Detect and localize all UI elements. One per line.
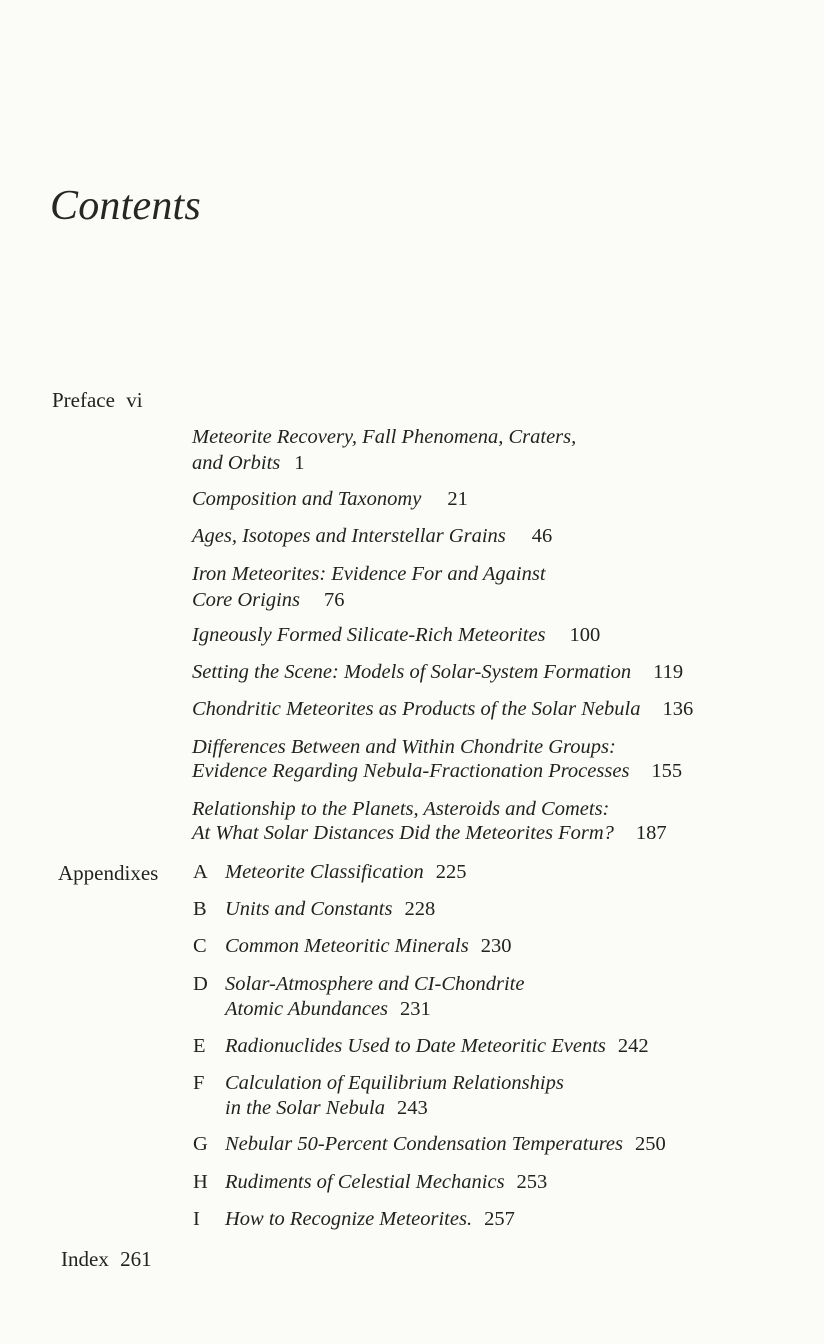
chapter-title: Meteorite Recovery, Fall Phenomena, Craters,	[192, 426, 577, 448]
appendix-letter: G	[193, 1133, 208, 1155]
appendix-page: 257	[484, 1208, 515, 1230]
appendix-title: Nebular 50-Percent Condensation Temperatures 250	[225, 1133, 666, 1155]
appendix-letter: C	[193, 935, 207, 957]
appendix-title: Radionuclides Used to Date Meteoritic Events 242	[225, 1035, 649, 1057]
appendix-page: 242	[617, 1035, 649, 1057]
chapter-title-cont: At What Solar Distances Did the Meteorites Form? 187	[192, 822, 667, 844]
appendixes-label: Appendixes	[58, 861, 159, 885]
appendix-page: 250	[635, 1133, 666, 1155]
chapter-page: 136	[662, 698, 694, 720]
appendix-letter: B	[193, 898, 207, 920]
appendix-title: Calculation of Equilibrium Relationships	[225, 1072, 564, 1094]
chapter-title: Differences Between and Within Chondrite Groups:	[192, 736, 616, 758]
index-label: Index	[61, 1247, 109, 1271]
chapter-page: 155	[651, 760, 683, 782]
appendix-page: 243	[397, 1097, 428, 1119]
appendix-title-cont: Atomic Abundances 231	[225, 998, 431, 1020]
appendix-page: 225	[435, 861, 467, 883]
chapter-page: 100	[569, 624, 601, 646]
chapter-title: Ages, Isotopes and Interstellar Grains 46	[192, 525, 553, 547]
appendix-title: Common Meteoritic Minerals 230	[225, 935, 512, 957]
chapter-title: Igneously Formed Silicate-Rich Meteorites 100	[192, 624, 601, 646]
appendix-page: 228	[404, 898, 436, 920]
chapter-title: Setting the Scene: Models of Solar-System Formation 119	[192, 661, 684, 683]
chapter-page: 76	[324, 589, 345, 611]
chapter-page: 119	[653, 661, 684, 683]
appendix-letter: D	[193, 973, 208, 995]
chapter-title: Composition and Taxonomy 21	[192, 488, 468, 510]
appendix-title-cont: in the Solar Nebula 243	[225, 1097, 428, 1119]
appendix-title: Rudiments of Celestial Mechanics 253	[225, 1171, 548, 1193]
appendix-title: Units and Constants 228	[225, 898, 436, 920]
appendix-title: Solar-Atmosphere and CI-Chondrite	[225, 973, 525, 995]
chapter-title: Relationship to the Planets, Asteroids and Comets:	[192, 798, 610, 820]
appendix-letter: I	[193, 1208, 200, 1230]
appendix-title: Meteorite Classification 225	[225, 861, 467, 883]
appendix-letter: H	[193, 1171, 208, 1193]
page-title: Contents	[50, 183, 201, 229]
chapter-title: Chondritic Meteorites as Products of the Solar Nebula 136	[192, 698, 694, 720]
appendix-title: How to Recognize Meteorites. 257	[225, 1208, 515, 1230]
chapter-page: 187	[635, 822, 667, 844]
chapter-page: 21	[447, 488, 468, 510]
chapter-title-cont: and Orbits 1	[192, 452, 305, 474]
chapter-title-cont: Evidence Regarding Nebula-Fractionation Processes 155	[192, 760, 683, 782]
appendix-letter: E	[193, 1035, 206, 1057]
chapter-page: 46	[531, 525, 553, 547]
preface-label: Preface	[52, 388, 115, 412]
preface-entry	[52, 388, 143, 413]
chapter-title: Iron Meteorites: Evidence For and Against	[192, 563, 546, 585]
appendix-page: 231	[400, 998, 431, 1020]
index-page: 261	[120, 1247, 152, 1271]
index-entry	[61, 1247, 152, 1272]
preface-page: vi	[126, 388, 143, 412]
appendix-page: 253	[516, 1171, 548, 1193]
appendix-letter: F	[193, 1072, 205, 1094]
chapter-page: 1	[294, 452, 305, 474]
appendix-page: 230	[480, 935, 512, 957]
appendix-letter: A	[193, 861, 208, 883]
chapter-title-cont: Core Origins 76	[192, 589, 345, 611]
